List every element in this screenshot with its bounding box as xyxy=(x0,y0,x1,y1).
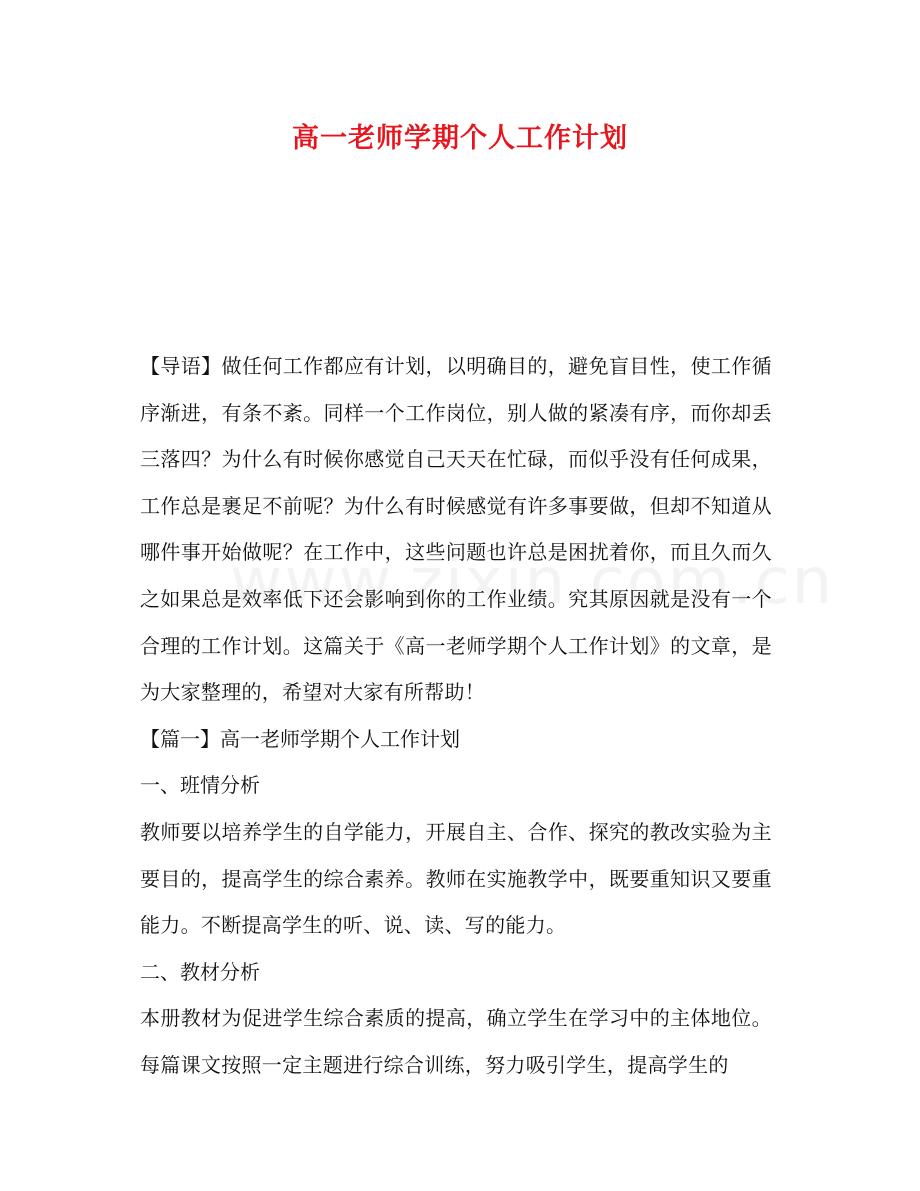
section1-heading: 一、班情分析 xyxy=(140,773,260,798)
section2-heading: 二、教材分析 xyxy=(140,959,260,984)
section2-paragraph: 本册教材为促进学生综合素质的提高，确立学生在学习中的主体地位。每篇课文按照一定主题进行综合训练，努力吸引学生，提高学生的 xyxy=(140,1006,772,1077)
intro-paragraph: 【导语】做任何工作都应有计划，以明确目的，避免盲目性，使工作循序渐进，有条不紊。同样一个工作岗位，别人做的紧凑有序，而你却丢三落四？为什么有时候你感觉自己天天在忙碌，而似乎没有任何成果，工作总是裹足不前呢？为什么有时候感觉有许多事要做，但却不知道从哪件事开始做呢？在工作中，这些问题也许总是困扰着你，而且久而久之如果总是效率低下还会影响到你的工作业绩。究其原因就是没有一个合理的工作计划。这篇关于《高一老师学期个人工作计划》的文章，是为大家整理的，希望对大家有所帮助！ xyxy=(140,354,772,705)
part-heading: 【篇一】高一老师学期个人工作计划 xyxy=(140,726,460,751)
document-body xyxy=(140,343,772,1089)
document-title: 高一老师学期个人工作计划 xyxy=(292,123,628,154)
section1-paragraph: 教师要以培养学生的自学能力，开展自主、合作、探究的教改实验为主要目的，提高学生的综合素养。教师在实施教学中，既要重知识又要重能力。不断提高学生的听、说、读、写的能力。 xyxy=(140,819,772,938)
